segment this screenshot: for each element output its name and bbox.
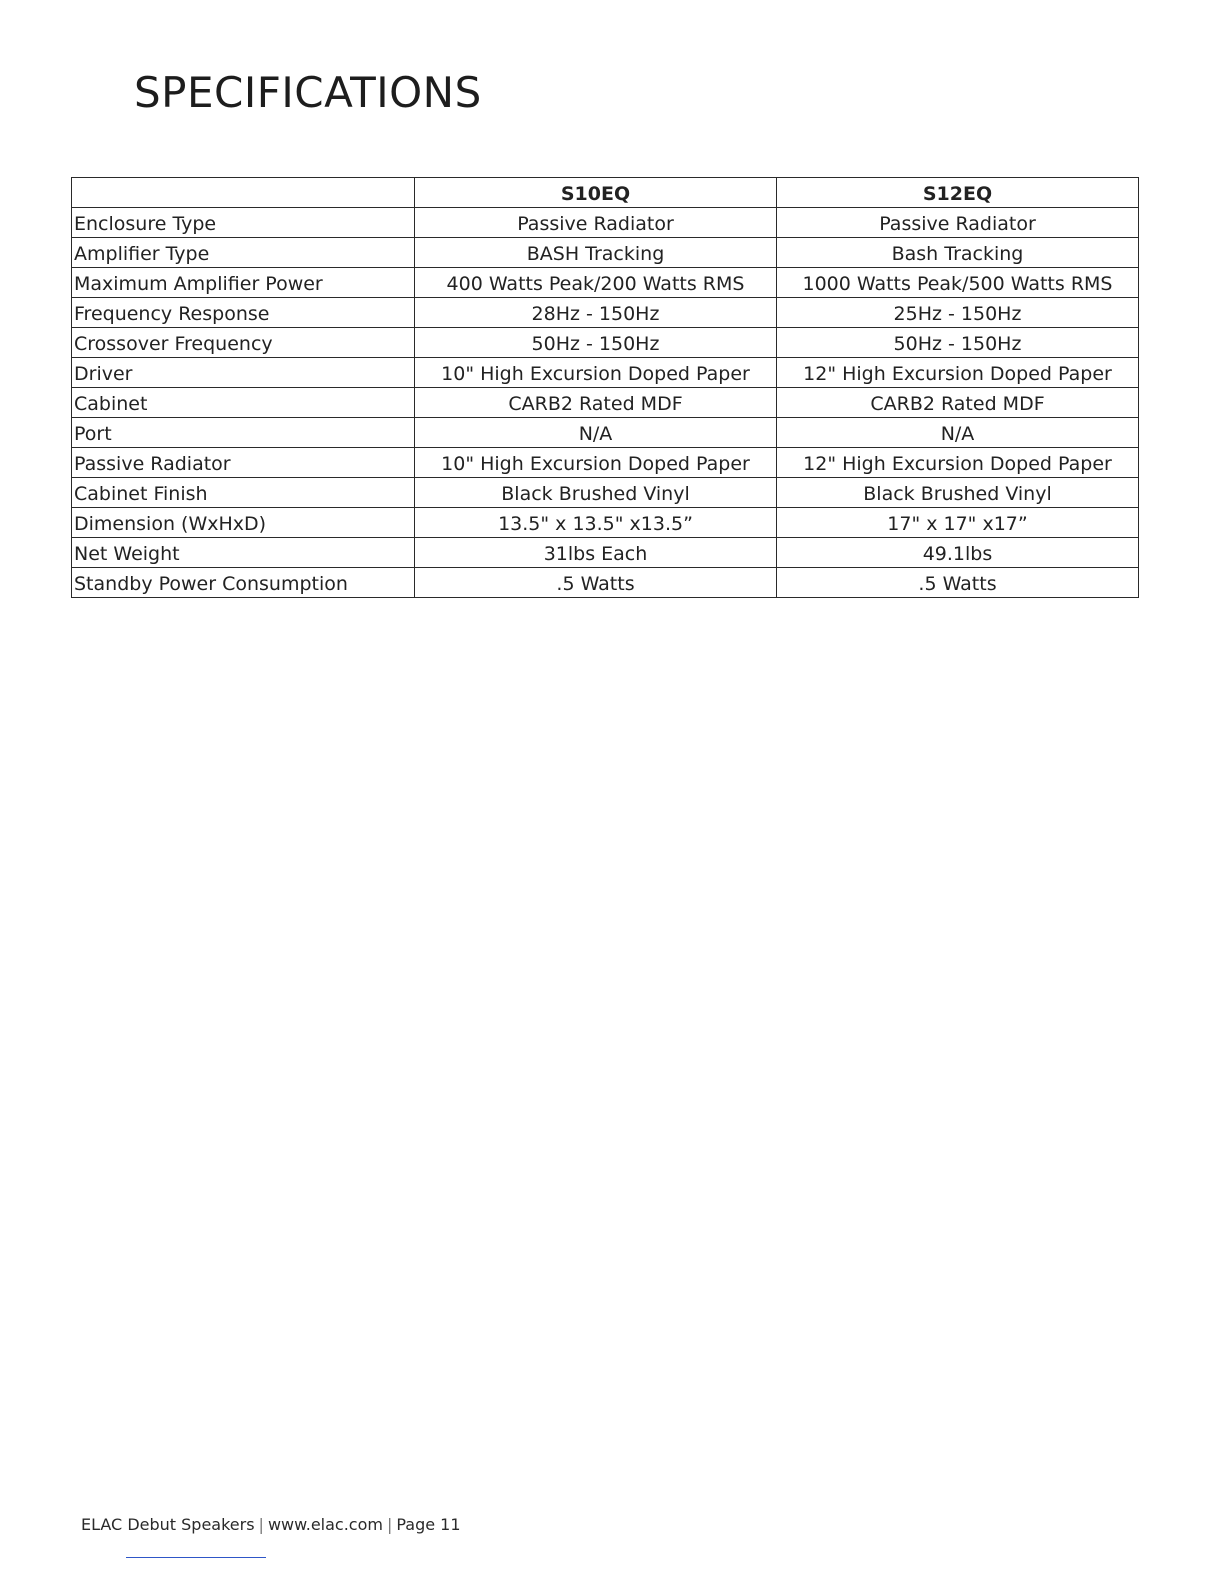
s12eq-value: 49.1lbs bbox=[777, 538, 1139, 568]
s12eq-value: 25Hz - 150Hz bbox=[777, 298, 1139, 328]
footer-separator: | bbox=[258, 1515, 264, 1534]
header-cell-blank bbox=[72, 178, 415, 208]
s10eq-value: Passive Radiator bbox=[415, 208, 777, 238]
table-row bbox=[72, 298, 1139, 328]
row-label: Crossover Frequency bbox=[72, 328, 415, 358]
table-row bbox=[72, 478, 1139, 508]
table-row bbox=[72, 568, 1139, 598]
row-label: Amplifier Type bbox=[72, 238, 415, 268]
footer-separator: | bbox=[386, 1515, 393, 1534]
s12eq-value: 1000 Watts Peak/500 Watts RMS bbox=[777, 268, 1139, 298]
header-cell-s10eq: S10EQ bbox=[415, 178, 777, 208]
s10eq-value: 400 Watts Peak/200 Watts RMS bbox=[415, 268, 777, 298]
specifications-table bbox=[71, 177, 1139, 598]
table-row bbox=[72, 238, 1139, 268]
row-label: Net Weight bbox=[72, 538, 415, 568]
s12eq-value: .5 Watts bbox=[777, 568, 1139, 598]
table-row bbox=[72, 268, 1139, 298]
s10eq-value: 50Hz - 150Hz bbox=[415, 328, 777, 358]
table-row bbox=[72, 418, 1139, 448]
s10eq-value: 10" High Excursion Doped Paper bbox=[415, 358, 777, 388]
footer-url: www.elac.com bbox=[267, 1515, 383, 1534]
s12eq-value: CARB2 Rated MDF bbox=[777, 388, 1139, 418]
row-label: Maximum Amplifier Power bbox=[72, 268, 415, 298]
table-row bbox=[72, 448, 1139, 478]
s12eq-value: 17" x 17" x17” bbox=[777, 508, 1139, 538]
row-label: Passive Radiator bbox=[72, 448, 415, 478]
table-row bbox=[72, 328, 1139, 358]
s12eq-value: Bash Tracking bbox=[777, 238, 1139, 268]
s10eq-value: 31lbs Each bbox=[415, 538, 777, 568]
s12eq-value: N/A bbox=[777, 418, 1139, 448]
s10eq-value: CARB2 Rated MDF bbox=[415, 388, 777, 418]
s12eq-value: 50Hz - 150Hz bbox=[777, 328, 1139, 358]
row-label: Port bbox=[72, 418, 415, 448]
table-row bbox=[72, 358, 1139, 388]
row-label: Enclosure Type bbox=[72, 208, 415, 238]
s12eq-value: 12" High Excursion Doped Paper bbox=[777, 448, 1139, 478]
s12eq-value: Passive Radiator bbox=[777, 208, 1139, 238]
table-row bbox=[72, 388, 1139, 418]
footer-rule bbox=[126, 1557, 266, 1558]
row-label: Frequency Response bbox=[72, 298, 415, 328]
s10eq-value: 10" High Excursion Doped Paper bbox=[415, 448, 777, 478]
row-label: Standby Power Consumption bbox=[72, 568, 415, 598]
s10eq-value: .5 Watts bbox=[415, 568, 777, 598]
s10eq-value: BASH Tracking bbox=[415, 238, 777, 268]
row-label: Driver bbox=[72, 358, 415, 388]
s12eq-value: Black Brushed Vinyl bbox=[777, 478, 1139, 508]
table-row bbox=[72, 508, 1139, 538]
s10eq-value: 28Hz - 150Hz bbox=[415, 298, 777, 328]
page-footer bbox=[81, 1515, 461, 1534]
row-label: Cabinet Finish bbox=[72, 478, 415, 508]
footer-page-number: Page 11 bbox=[396, 1515, 461, 1534]
row-label: Dimension (WxHxD) bbox=[72, 508, 415, 538]
s12eq-value: 12" High Excursion Doped Paper bbox=[777, 358, 1139, 388]
row-label: Cabinet bbox=[72, 388, 415, 418]
footer-brand: ELAC Debut Speakers bbox=[81, 1515, 255, 1534]
s10eq-value: N/A bbox=[415, 418, 777, 448]
header-cell-s12eq: S12EQ bbox=[777, 178, 1139, 208]
table-header-row bbox=[72, 178, 1139, 208]
table-row bbox=[72, 538, 1139, 568]
s10eq-value: 13.5" x 13.5" x13.5” bbox=[415, 508, 777, 538]
table-row bbox=[72, 208, 1139, 238]
s10eq-value: Black Brushed Vinyl bbox=[415, 478, 777, 508]
page-title: SPECIFICATIONS bbox=[134, 68, 482, 117]
